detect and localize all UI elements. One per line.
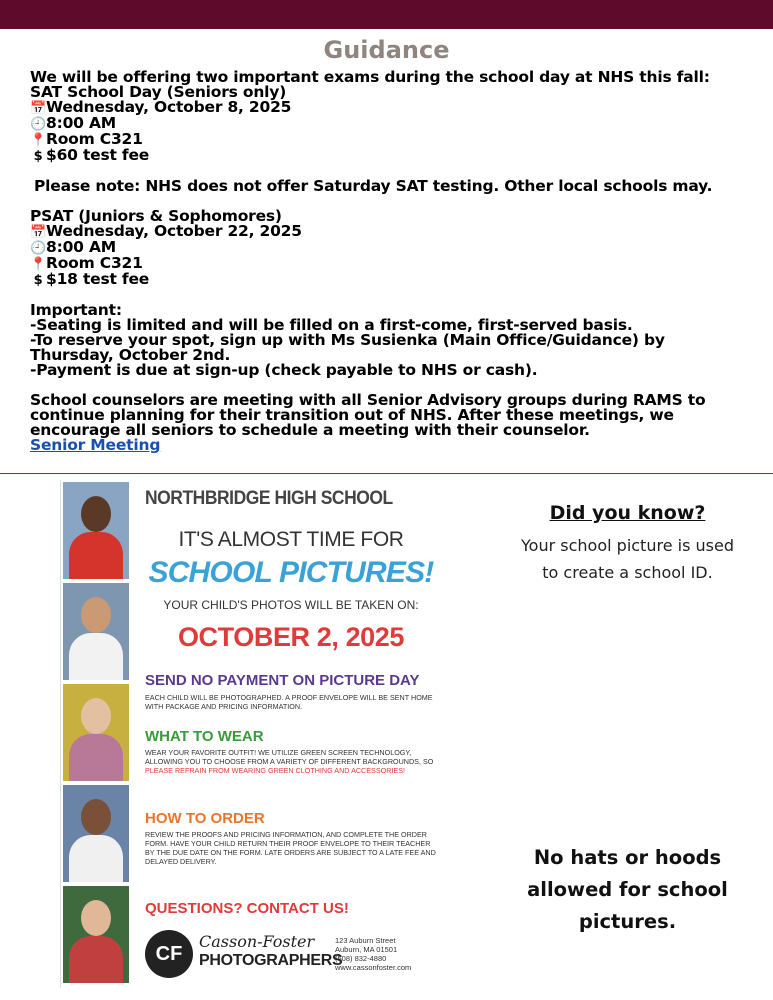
no-hats-notice: No hats or hoods allowed for school pictures. — [527, 846, 728, 933]
important-item: -Seating is limited and will be filled on a first-come, first-served basis. — [30, 316, 633, 334]
calendar-icon: 📅 — [30, 101, 46, 116]
did-you-know-heading: Did you know? — [549, 502, 706, 524]
flyer-what-to-wear-text: WEAR YOUR FAVORITE OUTFIT! WE UTILIZE GREEN SCREEN TECHNOLOGY, ALLOWING YOU TO CHOOSE FROM A VARIETY OF DIFFERENT BACKGROUNDS, SO PLEASE REFRAIN FROM WEARING GREEN CLOTHING AND ACCESSORIES! — [145, 748, 434, 775]
important-item: -Payment is due at sign-up (check payable to NHS or cash). — [30, 361, 538, 379]
flyer-green-warning: PLEASE REFRAIN FROM WEARING GREEN CLOTHING AND ACCESSORIES! — [145, 766, 405, 775]
psat-fee: $18 test fee — [46, 270, 150, 288]
guidance-section — [30, 70, 750, 453]
sat-fee-row — [30, 148, 750, 164]
flyer-no-payment-heading: SEND NO PAYMENT ON PICTURE DAY — [145, 672, 420, 689]
school-pictures-flyer — [60, 480, 438, 988]
photographer-address: 123 Auburn Street Auburn, MA 01501 (508) 832-4880 www.cassonfoster.com — [335, 936, 412, 972]
calendar-icon: 📅 — [30, 225, 46, 240]
flyer-no-payment-text: EACH CHILD WILL BE PHOTOGRAPHED. A PROOF ENVELOPE WILL BE SENT HOME WITH PACKAGE AND PRICING INFORMATION. — [145, 693, 433, 711]
student-photo — [63, 785, 129, 882]
saturday-note: Please note: NHS does not offer Saturday SAT testing. Other local schools may. — [34, 177, 713, 195]
sat-room: Room C321 — [46, 130, 143, 148]
flyer-almost-time: IT'S ALMOST TIME FOR — [178, 528, 404, 551]
flyer-how-to-order-heading: HOW TO ORDER — [145, 810, 265, 827]
sat-date-row — [30, 100, 750, 116]
flyer-how-to-order-text: REVIEW THE PROOFS AND PRICING INFORMATION, AND COMPLETE THE ORDER FORM. HAVE YOUR CHILD RETURN THEIR PROOF ENVELOPE TO THEIR TEACHER BY THE DUE DATE ON THE FORM. LATE ORDERS ARE SUBJECT TO A LATE FEE AND DELAYED DELIVERY. — [145, 830, 436, 866]
page-title: Guidance — [323, 36, 450, 64]
pin-icon: 📍 — [30, 133, 46, 148]
section-divider — [0, 473, 773, 474]
flyer-school-name: NORTHBRIDGE HIGH SCHOOL — [145, 488, 393, 509]
senior-meeting-link[interactable]: Senior Meeting — [30, 436, 161, 454]
logo-subtitle: PHOTOGRAPHERS — [199, 952, 343, 969]
psat-time: 8:00 AM — [46, 238, 116, 256]
dollar-icon: $ — [33, 273, 43, 288]
psat-heading: PSAT (Juniors & Sophomores) — [30, 207, 282, 225]
flyer-what-to-wear-heading: WHAT TO WEAR — [145, 728, 264, 745]
flyer-taken-on: YOUR CHILD'S PHOTOS WILL BE TAKEN ON: — [163, 598, 419, 612]
flyer-school-pictures: SCHOOL PICTURES! — [148, 556, 434, 589]
flyer-questions-heading: QUESTIONS? CONTACT US! — [145, 900, 349, 917]
clock-icon: 🕘 — [30, 241, 46, 256]
sat-heading: SAT School Day (Seniors only) — [30, 83, 287, 101]
counselors-paragraph: School counselors are meeting with all Senior Advisory groups during RAMS to continue planning for their transition out of NHS. After these meetings, we encourage all seniors to schedule a meeting with their counselor. — [30, 391, 706, 439]
cf-logo-mark: CF — [145, 930, 193, 978]
sat-time: 8:00 AM — [46, 114, 116, 132]
psat-fee-row — [30, 272, 750, 288]
sat-fee: $60 test fee — [46, 146, 150, 164]
psat-date-row — [30, 224, 750, 240]
intro-text: We will be offering two important exams during the school day at NHS this fall: — [30, 68, 710, 86]
pin-icon: 📍 — [30, 257, 46, 272]
student-photo — [63, 684, 129, 781]
casson-foster-logo — [145, 930, 437, 980]
student-photo — [63, 482, 129, 579]
flyer-picture-date: OCTOBER 2, 2025 — [177, 622, 405, 652]
sat-date: Wednesday, October 8, 2025 — [46, 98, 292, 116]
dollar-icon: $ — [33, 149, 43, 164]
did-you-know-text: Your school picture is used to create a school ID. — [521, 536, 734, 582]
important-item: -To reserve your spot, sign up with Ms Susienka (Main Office/Guidance) by Thursday, October 2nd. — [30, 331, 665, 364]
student-photo — [63, 583, 129, 680]
student-photo — [63, 886, 129, 983]
psat-room: Room C321 — [46, 254, 143, 272]
psat-date: Wednesday, October 22, 2025 — [46, 222, 302, 240]
top-banner-bar — [0, 0, 773, 29]
important-heading: Important: — [30, 301, 122, 319]
student-photo-strip — [63, 482, 129, 986]
clock-icon: 🕘 — [30, 117, 46, 132]
logo-name: Casson-Foster — [199, 932, 315, 951]
